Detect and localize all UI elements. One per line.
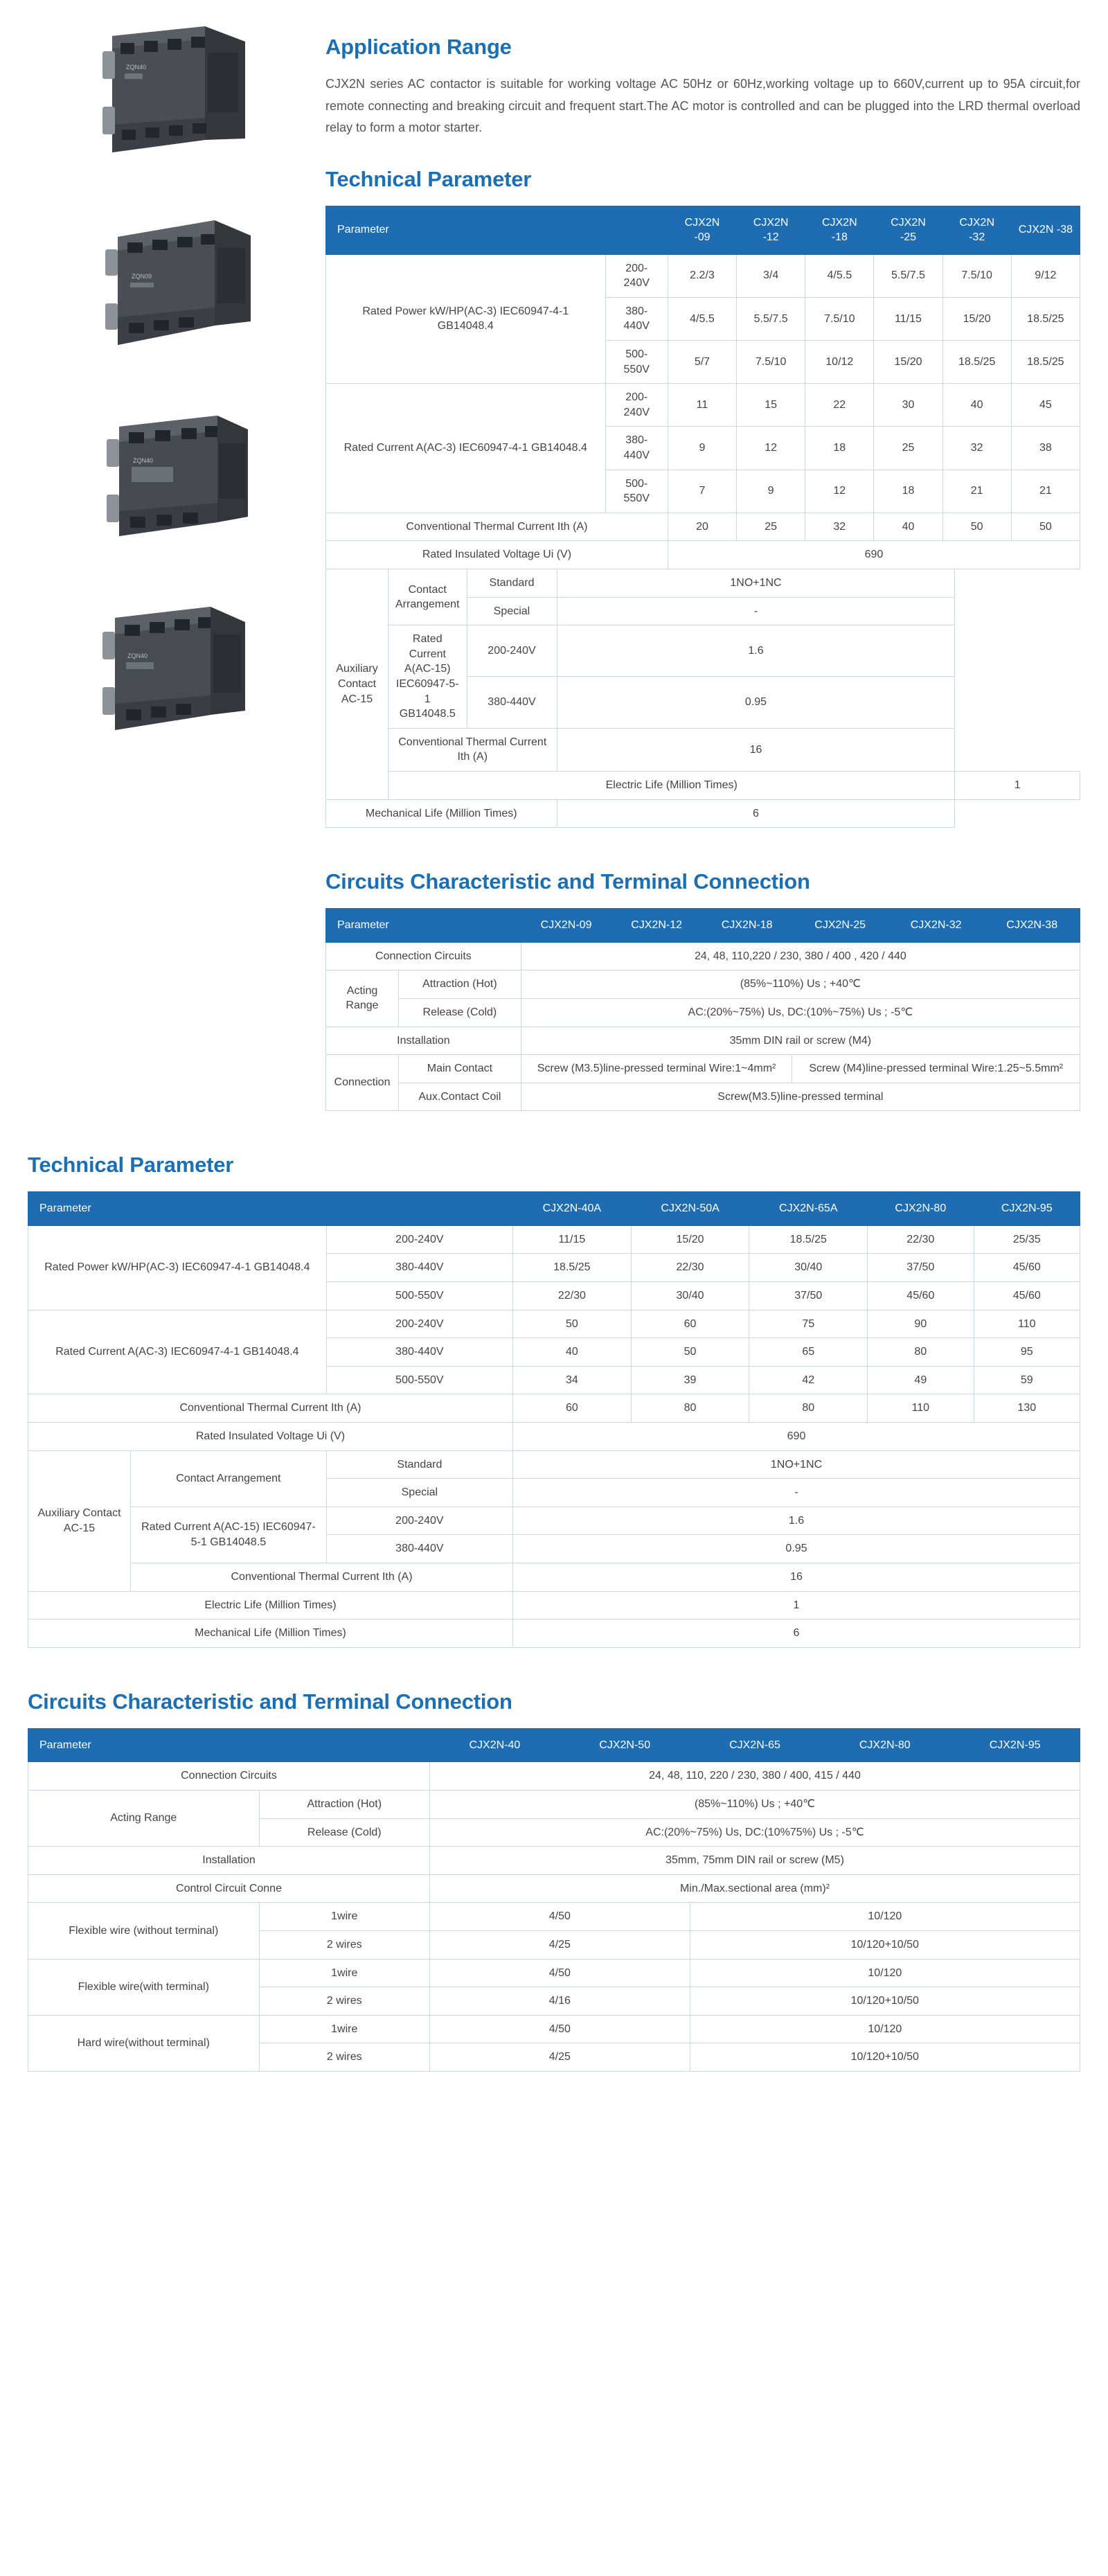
mechanical-life-label: Mechanical Life (Million Times) <box>326 799 557 828</box>
value-cell: 110 <box>868 1394 974 1423</box>
application-range-text: CJX2N series AC contactor is suitable for working voltage AC 50Hz or 60Hz,working voltage up to 660V,current up to 95A circuit,for remote connecting and breaking circuit and frequent start.The AC motor is controlled and can be plugged into the LRD thermal overload relay to form a motor starter. <box>325 77 1080 134</box>
value-cell: 15/20 <box>631 1225 749 1254</box>
voltage-cell: 200-240V <box>605 384 668 427</box>
col-cjx2n-38: CJX2N -38 <box>1011 206 1080 254</box>
value-cell: 1.6 <box>513 1507 1080 1535</box>
value-cell: 12 <box>805 470 874 513</box>
auxiliary-contact-label: Auxiliary Contact AC-15 <box>326 569 388 800</box>
value-cell: 11/15 <box>513 1225 632 1254</box>
installation-value: 35mm DIN rail or screw (M4) <box>521 1027 1080 1055</box>
value-cell: 10/120 <box>690 1903 1080 1931</box>
table-row <box>28 1225 1080 1254</box>
value-cell: 7.5/10 <box>737 341 805 384</box>
value-cell: 37/50 <box>749 1282 868 1311</box>
value-cell: 80 <box>868 1338 974 1367</box>
value-cell: 95 <box>974 1338 1080 1367</box>
value-cell: 90 <box>868 1310 974 1338</box>
value-cell: 45/60 <box>974 1254 1080 1282</box>
table-row <box>326 513 1080 541</box>
col-cjx2n-80: CJX2N-80 <box>868 1192 974 1226</box>
value-cell: 5.5/7.5 <box>737 297 805 340</box>
contactor-photo-4 <box>69 597 277 756</box>
contact-arrangement-label: Contact Arrangement <box>388 569 467 625</box>
value-cell: 4/50 <box>430 2015 690 2043</box>
image-column <box>28 21 319 756</box>
value-cell: 49 <box>868 1366 974 1394</box>
value-cell: 4/16 <box>430 1987 690 2016</box>
technical-parameter-title-1: Technical Parameter <box>325 166 532 191</box>
col-cjx2n-50a: CJX2N-50A <box>631 1192 749 1226</box>
col-cjx2n-40a: CJX2N-40A <box>513 1192 632 1226</box>
value-cell: 10/120 <box>690 1959 1080 1987</box>
voltage-cell: 380-440V <box>605 427 668 470</box>
table-row <box>326 384 1080 427</box>
value-cell: 18.5/25 <box>749 1225 868 1254</box>
voltage-cell: 380-440V <box>326 1338 512 1367</box>
wire-type-label: Flexible wire (without terminal) <box>28 1903 260 1959</box>
attraction-label: Attraction (Hot) <box>259 1790 430 1818</box>
value-cell: 4/25 <box>430 1930 690 1959</box>
voltage-cell: 200-240V <box>605 254 668 297</box>
value-cell: 10/12 <box>805 341 874 384</box>
table-header-row <box>28 1192 1080 1226</box>
insulated-voltage-value: 690 <box>513 1423 1080 1451</box>
circuits-title-1: Circuits Characteristic and Terminal Connection <box>325 869 810 894</box>
value-cell: 80 <box>749 1394 868 1423</box>
table-header-row <box>28 1728 1080 1762</box>
value-cell: 0.95 <box>513 1535 1080 1563</box>
value-cell: 9 <box>737 470 805 513</box>
col-cjx2n-65: CJX2N-65 <box>690 1728 820 1762</box>
value-cell: 5.5/7.5 <box>874 254 942 297</box>
value-cell: 21 <box>942 470 1011 513</box>
wire-type-label: Flexible wire(with terminal) <box>28 1959 260 2015</box>
contact-arrangement-label: Contact Arrangement <box>131 1450 327 1507</box>
rated-current-label: Rated Current A(AC-3) IEC60947-4-1 GB14048.4 <box>326 384 606 513</box>
col-cjx2n-12: CJX2N -12 <box>737 206 805 254</box>
col-cjx2n-25: CJX2N -25 <box>874 206 942 254</box>
contactor-illustration-3 <box>69 400 277 560</box>
value-cell: 4/5.5 <box>805 254 874 297</box>
circuits-table-1 <box>325 908 1080 1111</box>
special-value: - <box>557 597 955 625</box>
value-cell: 16 <box>513 1563 1080 1592</box>
control-circuit-value: Min./Max.sectional area (mm)² <box>430 1874 1080 1903</box>
value-cell: 32 <box>805 513 874 541</box>
contactor-photo-3 <box>69 400 277 560</box>
rated-power-label: Rated Power kW/HP(AC-3) IEC60947-4-1 GB14048.4 <box>326 254 606 384</box>
value-cell: 16 <box>557 728 955 771</box>
value-cell: 110 <box>974 1310 1080 1338</box>
voltage-cell: 200-240V <box>467 625 557 677</box>
wire-count-label: 2 wires <box>259 1930 430 1959</box>
value-cell: 45 <box>1011 384 1080 427</box>
value-cell: 18 <box>805 427 874 470</box>
aux-rated-current-label: Rated Current A(AC-15) IEC60947-5-1 GB14048.5 <box>388 625 467 729</box>
release-label: Release (Cold) <box>399 998 521 1027</box>
attraction-value: (85%~110%) Us ; +40℃ <box>521 970 1080 999</box>
value-cell: 11 <box>668 384 736 427</box>
table-row <box>326 970 1080 999</box>
voltage-cell: 380-440V <box>467 677 557 728</box>
main-contact-value-2: Screw (M4)line-pressed terminal Wire:1.25~5.5mm² <box>792 1055 1080 1083</box>
value-cell: 50 <box>513 1310 632 1338</box>
wire-count-label: 1wire <box>259 2015 430 2043</box>
aux-contact-coil-label: Aux.Contact Coil <box>399 1083 521 1111</box>
main-contact-label: Main Contact <box>399 1055 521 1083</box>
installation-label: Installation <box>326 1027 521 1055</box>
connection-circuits-value: 24, 48, 110, 220 / 230, 380 / 400, 415 / 440 <box>430 1762 1080 1791</box>
value-cell: 4/50 <box>430 1959 690 1987</box>
value-cell: 15/20 <box>942 297 1011 340</box>
voltage-cell: 200-240V <box>326 1507 512 1535</box>
mechanical-life-value: 6 <box>513 1619 1080 1648</box>
value-cell: 12 <box>737 427 805 470</box>
value-cell: 7.5/10 <box>805 297 874 340</box>
table-row <box>326 771 1080 799</box>
value-cell: 1.6 <box>557 625 955 677</box>
value-cell: 10/120+10/50 <box>690 2043 1080 2072</box>
value-cell: 18.5/25 <box>513 1254 632 1282</box>
value-cell: 0.95 <box>557 677 955 728</box>
voltage-cell: 500-550V <box>326 1282 512 1311</box>
thermal-current-label: Conventional Thermal Current Ith (A) <box>28 1394 513 1423</box>
col-cjx2n-12: CJX2N-12 <box>611 909 702 943</box>
table-row <box>28 1563 1080 1592</box>
svg-text:ZQN09: ZQN09 <box>132 273 152 280</box>
value-cell: 18.5/25 <box>1011 297 1080 340</box>
col-cjx2n-18: CJX2N -18 <box>805 206 874 254</box>
electric-life-value: 1 <box>513 1591 1080 1619</box>
value-cell: 65 <box>749 1338 868 1367</box>
contactor-photo-2 <box>69 209 277 368</box>
electric-life-label: Electric Life (Million Times) <box>28 1591 513 1619</box>
col-cjx2n-38: CJX2N-38 <box>984 909 1080 943</box>
standard-value: 1NO+1NC <box>513 1450 1080 1479</box>
connection-circuits-label: Connection Circuits <box>28 1762 430 1791</box>
table-row <box>326 1027 1080 1055</box>
table-row <box>28 1619 1080 1648</box>
value-cell: 30 <box>874 384 942 427</box>
value-cell: 15 <box>737 384 805 427</box>
standard-value: 1NO+1NC <box>557 569 955 598</box>
value-cell: 18.5/25 <box>942 341 1011 384</box>
value-cell: 3/4 <box>737 254 805 297</box>
wire-count-label: 2 wires <box>259 2043 430 2072</box>
table-row <box>326 799 1080 828</box>
wire-count-label: 1wire <box>259 1959 430 1987</box>
table-row <box>28 1847 1080 1875</box>
col-cjx2n-50: CJX2N-50 <box>560 1728 690 1762</box>
col-parameter: Parameter <box>28 1728 430 1762</box>
value-cell: 22/30 <box>513 1282 632 1311</box>
value-cell: 11/15 <box>874 297 942 340</box>
table-row <box>28 1394 1080 1423</box>
standard-label: Standard <box>467 569 557 598</box>
col-cjx2n-65a: CJX2N-65A <box>749 1192 868 1226</box>
mechanical-life-label: Mechanical Life (Million Times) <box>28 1619 513 1648</box>
technical-parameter-title-2: Technical Parameter <box>28 1153 234 1178</box>
top-section <box>0 0 1108 1111</box>
value-cell: 7 <box>668 470 736 513</box>
value-cell: 9 <box>668 427 736 470</box>
value-cell: 20 <box>668 513 736 541</box>
table-row <box>28 1591 1080 1619</box>
value-cell: 39 <box>631 1366 749 1394</box>
value-cell: 2.2/3 <box>668 254 736 297</box>
table-row <box>326 728 1080 771</box>
value-cell: 30/40 <box>631 1282 749 1311</box>
voltage-cell: 380-440V <box>326 1535 512 1563</box>
table-row <box>28 1310 1080 1338</box>
col-cjx2n-09: CJX2N-09 <box>521 909 611 943</box>
value-cell: 7.5/10 <box>942 254 1011 297</box>
value-cell: 22 <box>805 384 874 427</box>
special-value: - <box>513 1479 1080 1507</box>
value-cell: 18.5/25 <box>1011 341 1080 384</box>
col-cjx2n-32: CJX2N -32 <box>942 206 1011 254</box>
mechanical-life-value: 6 <box>557 799 955 828</box>
value-cell: 59 <box>974 1366 1080 1394</box>
value-cell: 25/35 <box>974 1225 1080 1254</box>
technical-parameter-table-1-aux <box>325 569 1080 828</box>
value-cell: 50 <box>631 1338 749 1367</box>
value-cell: 45/60 <box>868 1282 974 1311</box>
table-row <box>28 1959 1080 1987</box>
value-cell: 5/7 <box>668 341 736 384</box>
value-cell: 38 <box>1011 427 1080 470</box>
table-row <box>326 625 1080 677</box>
col-cjx2n-32: CJX2N-32 <box>888 909 983 943</box>
contactor-photo-1 <box>69 21 277 180</box>
value-cell: 42 <box>749 1366 868 1394</box>
value-cell: 15/20 <box>874 341 942 384</box>
standard-label: Standard <box>326 1450 512 1479</box>
svg-text:ZQN40: ZQN40 <box>126 64 147 71</box>
col-parameter: Parameter <box>326 909 521 943</box>
insulated-voltage-label: Rated Insulated Voltage Ui (V) <box>28 1423 513 1451</box>
special-label: Special <box>467 597 557 625</box>
value-cell: 50 <box>1011 513 1080 541</box>
installation-value: 35mm, 75mm DIN rail or screw (M5) <box>430 1847 1080 1875</box>
table-row <box>28 1790 1080 1818</box>
value-cell: 32 <box>942 427 1011 470</box>
circuits-table-2 <box>28 1728 1080 2072</box>
connection-circuits-value: 24, 48, 110,220 / 230, 380 / 400 , 420 / 440 <box>521 942 1080 970</box>
col-cjx2n-95: CJX2N-95 <box>950 1728 1080 1762</box>
value-cell: 60 <box>513 1394 632 1423</box>
voltage-cell: 500-550V <box>605 341 668 384</box>
table-row <box>326 998 1080 1027</box>
table-row <box>326 569 1080 598</box>
acting-range-label: Acting Range <box>326 970 399 1027</box>
circuits-title-2: Circuits Characteristic and Terminal Connection <box>28 1689 512 1714</box>
value-cell: 18 <box>874 470 942 513</box>
technical-parameter-table-2 <box>28 1191 1080 1648</box>
right-content-column <box>319 21 1080 1111</box>
special-label: Special <box>326 1479 512 1507</box>
svg-text:ZQN40: ZQN40 <box>133 457 154 464</box>
voltage-cell: 500-550V <box>605 470 668 513</box>
auxiliary-contact-label: Auxiliary Contact AC-15 <box>28 1450 131 1591</box>
voltage-cell: 380-440V <box>605 297 668 340</box>
value-cell: 10/120 <box>690 2015 1080 2043</box>
table-row <box>28 1450 1080 1479</box>
installation-label: Installation <box>28 1847 430 1875</box>
aux-rated-current-label: Rated Current A(AC-15) IEC60947-5-1 GB14048.5 <box>131 1507 327 1563</box>
value-cell: 34 <box>513 1366 632 1394</box>
col-parameter: Parameter <box>28 1192 513 1226</box>
release-label: Release (Cold) <box>259 1818 430 1847</box>
rated-current-label: Rated Current A(AC-3) IEC60947-4-1 GB14048.4 <box>28 1310 327 1394</box>
col-parameter: Parameter <box>326 206 668 254</box>
table-row <box>326 1055 1080 1083</box>
voltage-cell: 200-240V <box>326 1310 512 1338</box>
attraction-value: (85%~110%) Us ; +40℃ <box>430 1790 1080 1818</box>
thermal-current-label: Conventional Thermal Current Ith (A) <box>326 513 668 541</box>
col-cjx2n-40: CJX2N-40 <box>430 1728 560 1762</box>
value-cell: 9/12 <box>1011 254 1080 297</box>
value-cell: 75 <box>749 1310 868 1338</box>
table-row <box>326 254 1080 297</box>
value-cell: 21 <box>1011 470 1080 513</box>
value-cell: 30/40 <box>749 1254 868 1282</box>
main-contact-value-1: Screw (M3.5)line-pressed terminal Wire:1~4mm² <box>521 1055 792 1083</box>
table-header-row <box>326 909 1080 943</box>
acting-range-label: Acting Range <box>28 1790 260 1846</box>
connection-circuits-label: Connection Circuits <box>326 942 521 970</box>
application-range-title: Application Range <box>325 35 512 59</box>
voltage-cell: 200-240V <box>326 1225 512 1254</box>
technical-parameter-section-2 <box>0 1153 1108 1648</box>
electric-life-value: 1 <box>955 771 1080 799</box>
table-row <box>326 942 1080 970</box>
aux-thermal-current-label: Conventional Thermal Current Ith (A) <box>388 728 557 771</box>
technical-parameter-table-1 <box>325 206 1080 570</box>
control-circuit-label: Control Circuit Conne <box>28 1874 430 1903</box>
value-cell: 37/50 <box>868 1254 974 1282</box>
value-cell: 4/25 <box>430 2043 690 2072</box>
voltage-cell: 380-440V <box>326 1254 512 1282</box>
insulated-voltage-label: Rated Insulated Voltage Ui (V) <box>326 541 668 569</box>
table-row <box>326 541 1080 569</box>
table-row <box>28 1903 1080 1931</box>
release-value: AC:(20%~75%) Us, DC:(10%75%) Us ; -5℃ <box>430 1818 1080 1847</box>
value-cell: 25 <box>737 513 805 541</box>
release-value: AC:(20%~75%) Us, DC:(10%~75%) Us ; -5℃ <box>521 998 1080 1027</box>
value-cell: 60 <box>631 1310 749 1338</box>
value-cell: 40 <box>513 1338 632 1367</box>
rated-power-label: Rated Power kW/HP(AC-3) IEC60947-4-1 GB14048.4 <box>28 1225 327 1310</box>
value-cell: 22/30 <box>868 1225 974 1254</box>
value-cell: 40 <box>942 384 1011 427</box>
insulated-voltage-value: 690 <box>668 541 1080 569</box>
table-header-row <box>326 206 1080 254</box>
table-row <box>28 1423 1080 1451</box>
voltage-cell: 500-550V <box>326 1366 512 1394</box>
wire-count-label: 2 wires <box>259 1987 430 2016</box>
circuits-section-2 <box>0 1689 1108 2106</box>
col-cjx2n-09: CJX2N -09 <box>668 206 736 254</box>
col-cjx2n-95: CJX2N-95 <box>974 1192 1080 1226</box>
value-cell: 10/120+10/50 <box>690 1930 1080 1959</box>
connection-label: Connection <box>326 1055 399 1111</box>
attraction-label: Attraction (Hot) <box>399 970 521 999</box>
wire-type-label: Hard wire(without terminal) <box>28 2015 260 2071</box>
table-row <box>326 1083 1080 1111</box>
contactor-illustration-2 <box>69 209 277 368</box>
value-cell: 40 <box>874 513 942 541</box>
table-row <box>28 2015 1080 2043</box>
electric-life-label: Electric Life (Million Times) <box>388 771 955 799</box>
value-cell: 80 <box>631 1394 749 1423</box>
value-cell: 10/120+10/50 <box>690 1987 1080 2016</box>
aux-contact-coil-value: Screw(M3.5)line-pressed terminal <box>521 1083 1080 1111</box>
table-row <box>28 1874 1080 1903</box>
value-cell: 130 <box>974 1394 1080 1423</box>
value-cell: 45/60 <box>974 1282 1080 1311</box>
aux-thermal-current-label: Conventional Thermal Current Ith (A) <box>131 1563 513 1592</box>
value-cell: 50 <box>942 513 1011 541</box>
col-cjx2n-25: CJX2N-25 <box>792 909 888 943</box>
col-cjx2n-80: CJX2N-80 <box>820 1728 950 1762</box>
wire-count-label: 1wire <box>259 1903 430 1931</box>
value-cell: 25 <box>874 427 942 470</box>
value-cell: 4/5.5 <box>668 297 736 340</box>
value-cell: 22/30 <box>631 1254 749 1282</box>
table-row <box>28 1507 1080 1535</box>
col-cjx2n-18: CJX2N-18 <box>702 909 792 943</box>
contactor-illustration-1 <box>69 21 277 180</box>
table-row <box>28 1762 1080 1791</box>
value-cell: 4/50 <box>430 1903 690 1931</box>
contactor-illustration-4 <box>69 597 277 756</box>
svg-text:ZQN40: ZQN40 <box>127 652 148 659</box>
